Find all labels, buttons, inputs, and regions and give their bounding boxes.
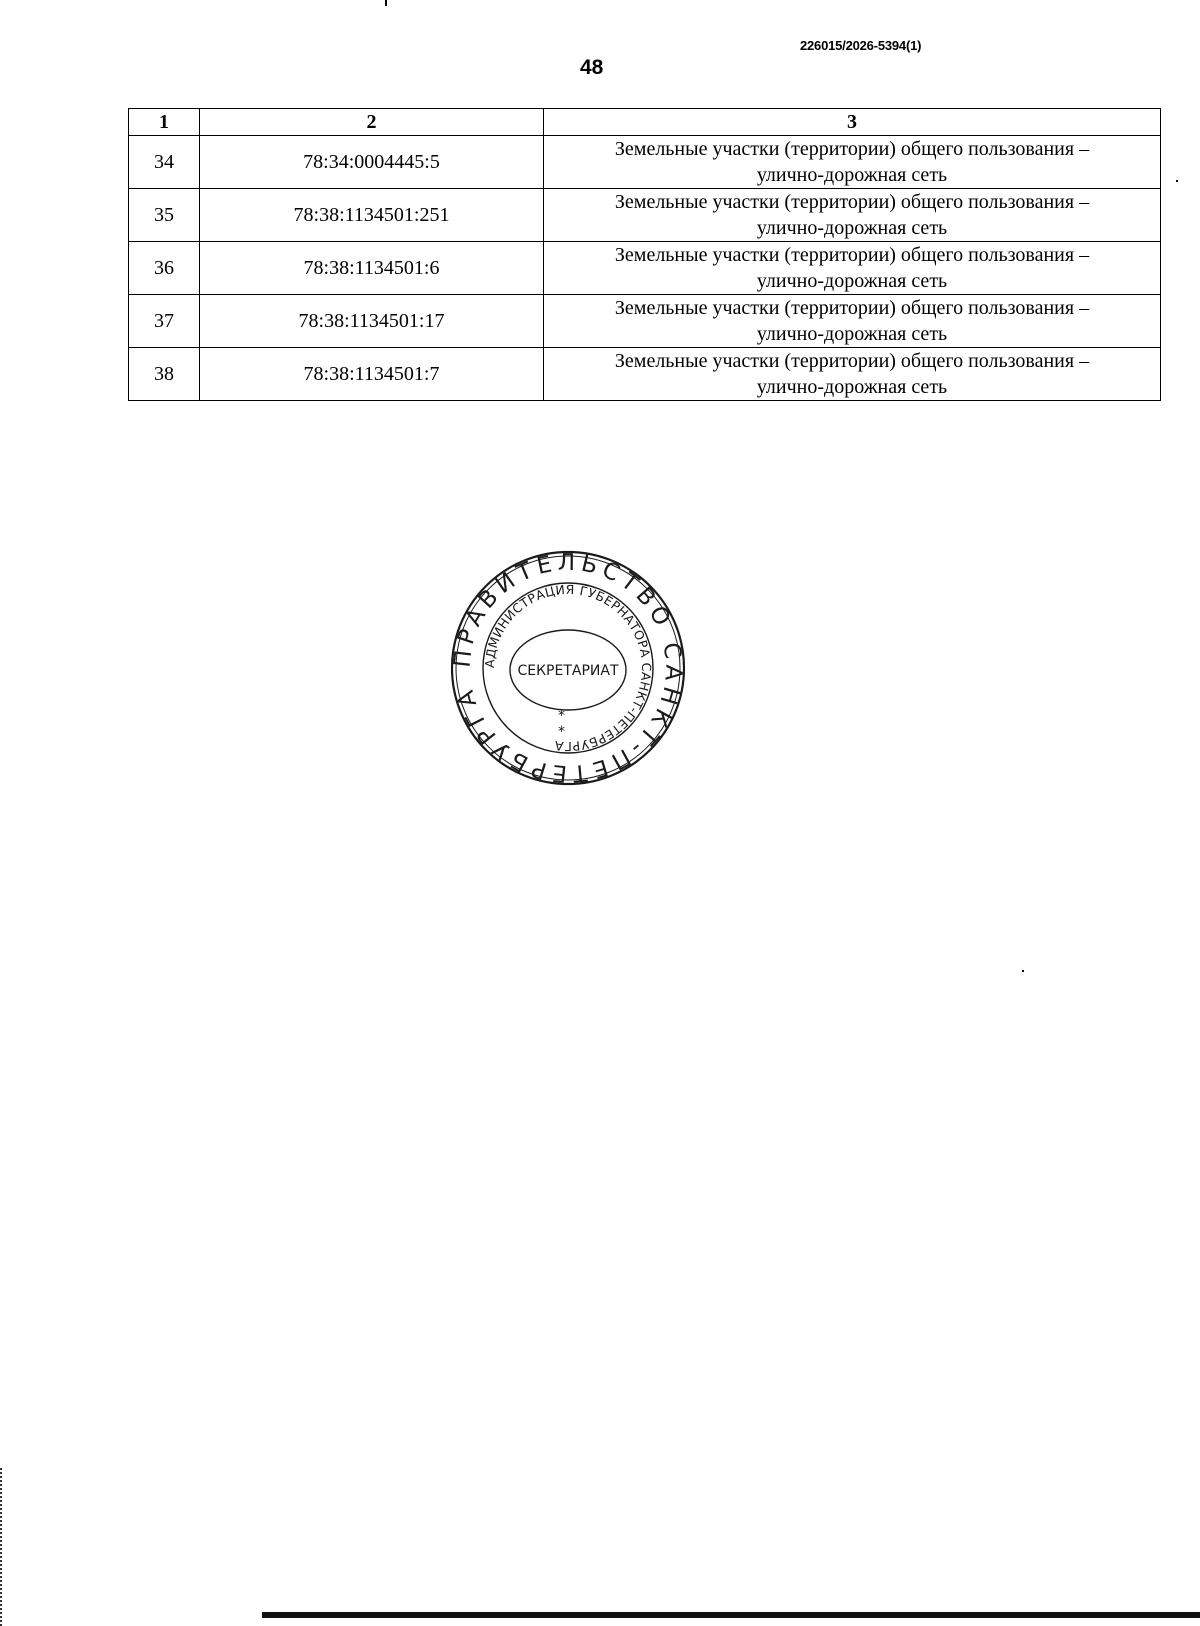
land-purpose-line: улично-дорожная сеть	[756, 164, 948, 186]
land-purpose	[544, 189, 1161, 242]
scan-speck	[1022, 970, 1024, 972]
seal-outer-text: ПРАВИТЕЛЬСТВО САНКТ-ПЕТЕРБУРГА	[449, 549, 687, 787]
cadastral-number: 78:34:0004445:5	[200, 136, 544, 189]
cadastral-number: 78:38:1134501:251	[200, 189, 544, 242]
land-purpose	[544, 136, 1161, 189]
star-icon: *	[558, 724, 565, 740]
land-purpose-line: улично-дорожная сеть	[756, 323, 948, 345]
table-row	[129, 242, 1161, 295]
table-row	[129, 189, 1161, 242]
row-number: 35	[129, 189, 200, 242]
seal-center-text: СЕКРЕТАРИАТ	[517, 663, 619, 679]
table-row	[129, 295, 1161, 348]
land-purpose-line: улично-дорожная сеть	[756, 217, 948, 239]
land-purpose	[544, 348, 1161, 401]
land-purpose-line: улично-дорожная сеть	[756, 376, 948, 398]
scan-speck	[1176, 180, 1178, 182]
row-number: 38	[129, 348, 200, 401]
land-purpose-line: Земельные участки (территории) общего пользования –	[614, 297, 1090, 319]
official-seal-stamp	[448, 548, 688, 788]
document-id: 226015/2026-5394(1)	[800, 38, 922, 53]
land-purpose-line: улично-дорожная сеть	[756, 270, 948, 292]
star-icon: *	[558, 708, 565, 724]
page-number: 48	[580, 56, 604, 79]
column-header: 2	[200, 109, 544, 136]
row-number: 36	[129, 242, 200, 295]
land-purpose	[544, 242, 1161, 295]
table-row	[129, 136, 1161, 189]
row-number: 37	[129, 295, 200, 348]
cadastral-number: 78:38:1134501:17	[200, 295, 544, 348]
land-purpose-line: Земельные участки (территории) общего пользования –	[614, 244, 1090, 266]
parcels-table	[128, 108, 1161, 401]
land-purpose-line: Земельные участки (территории) общего пользования –	[614, 191, 1090, 213]
land-purpose	[544, 295, 1161, 348]
row-number: 34	[129, 136, 200, 189]
cadastral-number: 78:38:1134501:7	[200, 348, 544, 401]
table-header-row	[129, 109, 1161, 136]
cadastral-number: 78:38:1134501:6	[200, 242, 544, 295]
seal-middle-text: АДМИНИСТРАЦИЯ ГУБЕРНАТОРА САНКТ-ПЕТЕРБУРГА	[481, 581, 655, 755]
column-header: 1	[129, 109, 200, 136]
land-purpose-line: Земельные участки (территории) общего пользования –	[614, 350, 1090, 372]
land-purpose-line: Земельные участки (территории) общего пользования –	[614, 138, 1090, 160]
scan-edge-artifact	[0, 1468, 4, 1626]
scan-speck	[385, 0, 387, 6]
scan-bottom-edge	[262, 1612, 1200, 1618]
column-header: 3	[544, 109, 1161, 136]
table-row	[129, 348, 1161, 401]
